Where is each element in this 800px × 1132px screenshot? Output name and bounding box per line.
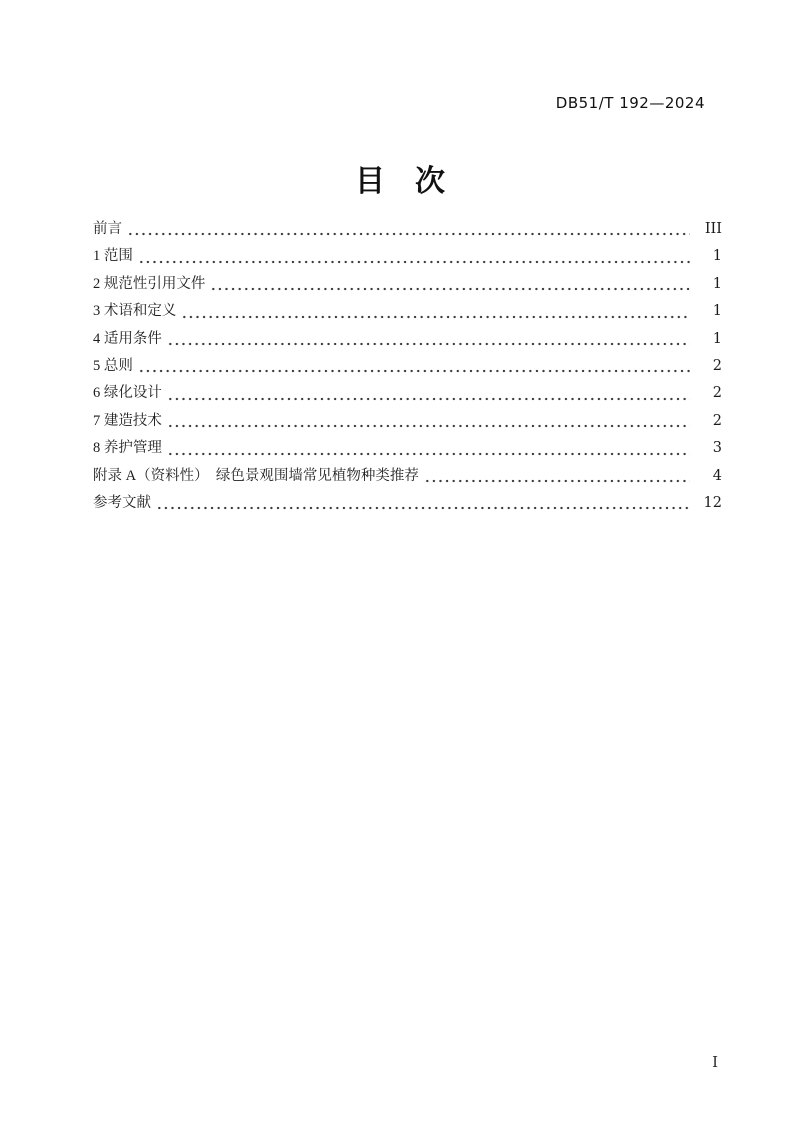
- toc-entry-page-number: 2: [712, 357, 722, 374]
- standard-number-header: DB51/T 192—2024: [555, 94, 705, 112]
- toc-entry-label: 3 术语和定义: [93, 303, 177, 320]
- toc-entry: [93, 408, 722, 435]
- dot-leader: [156, 490, 690, 517]
- toc-entry-label: 参考文献: [93, 494, 151, 511]
- toc-entry-page-number: 1: [712, 248, 722, 265]
- dot-leader: [424, 463, 690, 490]
- toc-title: 目 次: [355, 165, 445, 198]
- toc-entry: [93, 463, 722, 490]
- dot-leader: [138, 353, 690, 380]
- toc-entry-page-number: 4: [712, 467, 722, 484]
- toc-entry-page-number: 2: [712, 412, 722, 429]
- toc-entry: [93, 271, 722, 298]
- toc-entry-page-number: III: [704, 221, 722, 237]
- toc-entry-label: 4 适用条件: [93, 330, 162, 347]
- toc-entry: [93, 243, 722, 270]
- toc-entry-label: 6 绿化设计: [93, 385, 162, 402]
- dot-leader: [167, 380, 690, 407]
- toc-entry-label: 7 建造技术: [93, 412, 162, 429]
- toc-entry: [93, 298, 722, 325]
- toc-entry: [93, 216, 722, 243]
- dot-leader: [181, 298, 690, 325]
- dot-leader: [210, 271, 690, 298]
- toc-entry-page-number: 1: [712, 330, 722, 347]
- dot-leader: [167, 435, 690, 462]
- toc-entry: [93, 435, 722, 462]
- dot-leader: [138, 243, 690, 270]
- toc-entry: [93, 490, 722, 517]
- toc-entry-page-number: 1: [712, 275, 722, 292]
- toc-entry-label: 2 规范性引用文件: [93, 275, 206, 292]
- dot-leader: [167, 408, 690, 435]
- toc-entry-page-number: 12: [703, 494, 722, 511]
- toc-entry: [93, 380, 722, 407]
- toc-entry-label: 前言: [93, 221, 122, 237]
- toc-entry-page-number: 1: [712, 303, 722, 320]
- toc-entry-label: 1 范围: [93, 248, 133, 265]
- toc-entry: [93, 353, 722, 380]
- dot-leader: [127, 216, 690, 243]
- toc-entry-page-number: 2: [712, 385, 722, 402]
- footer-page-number: I: [712, 1053, 718, 1071]
- toc-entry-label: 5 总则: [93, 357, 133, 374]
- toc-entry: [93, 326, 722, 353]
- toc-entry-label: 8 养护管理: [93, 440, 162, 457]
- toc-list: [93, 216, 722, 517]
- toc-entry-page-number: 3: [712, 440, 722, 457]
- toc-entry-label: 附录 A（资料性） 绿色景观围墙常见植物种类推荐: [93, 467, 419, 484]
- dot-leader: [167, 326, 690, 353]
